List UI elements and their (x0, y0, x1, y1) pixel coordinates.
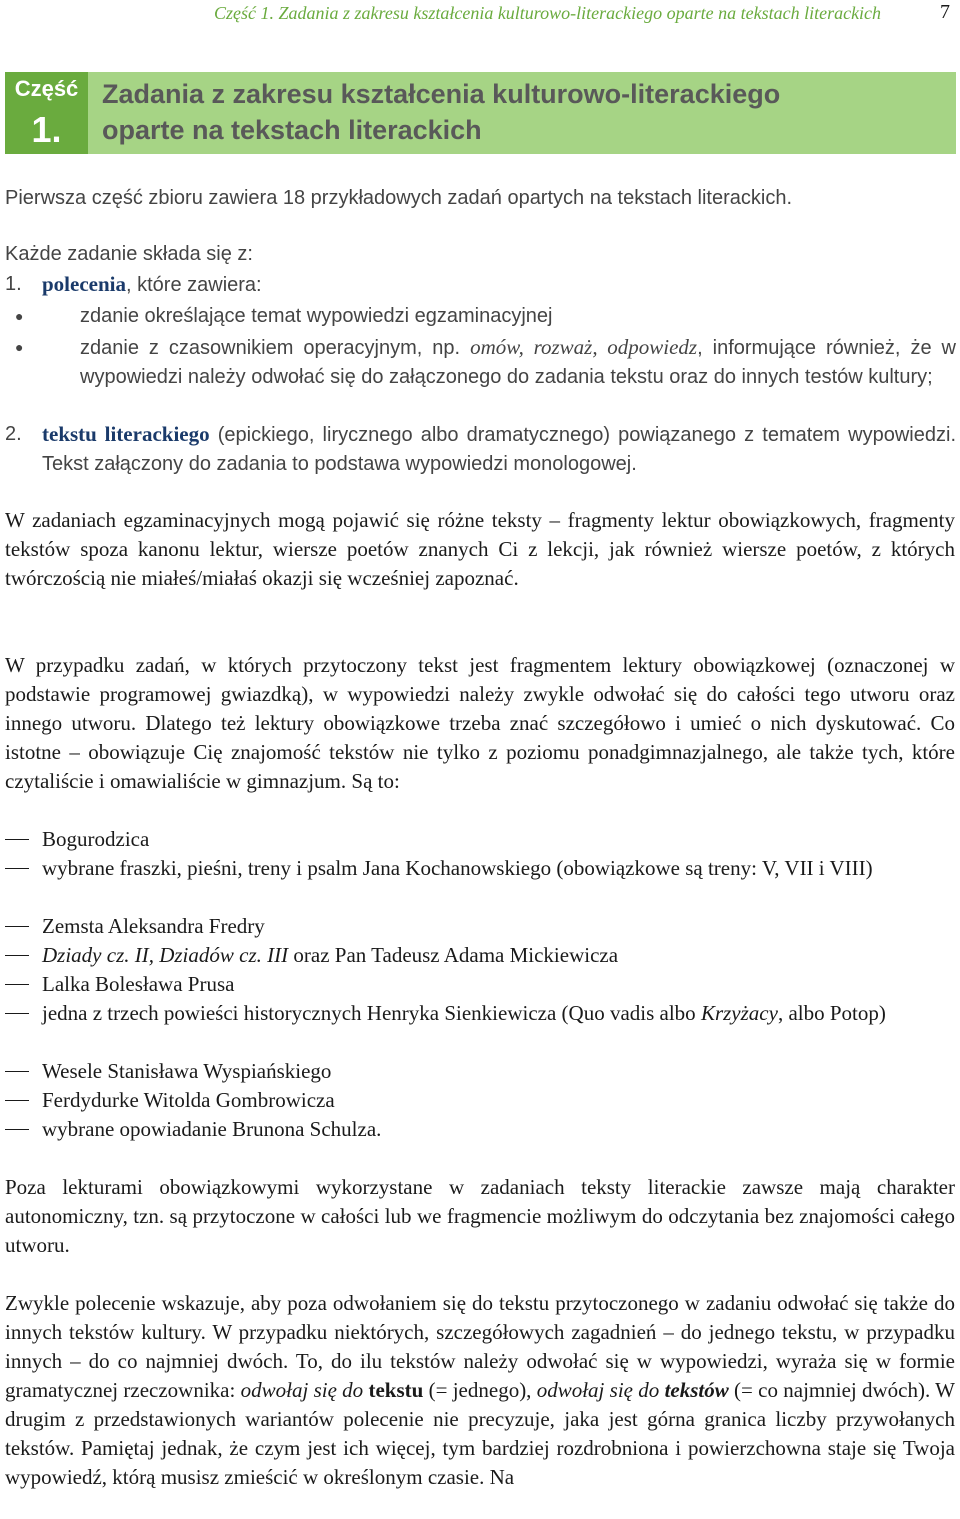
p4-c: (= jednego), (423, 1378, 537, 1402)
dash-icon (5, 868, 29, 869)
bullet1-text: zdanie określające temat wypowiedzi egzaminacyjnej (80, 305, 553, 327)
bullet-icon: ● (15, 308, 24, 324)
reading-item: Ferdydurke Witolda Gombrowicza (42, 1088, 335, 1112)
dash-icon (5, 1071, 29, 1072)
bullet-icon: ● (15, 339, 24, 355)
dash-icon (5, 839, 29, 840)
page-number: 7 (940, 1, 950, 23)
intro-line2: Każde zadanie składa się z: (5, 243, 253, 265)
item2-bold: tekstu literackiego (42, 422, 210, 446)
part-tag (5, 72, 88, 154)
reading-item: Wesele Stanisława Wyspiańskiego (42, 1059, 332, 1083)
reading-rest: oraz Pan Tadeusz Adama Mickiewicza (288, 943, 619, 967)
p4-bold-italic: tekstów (664, 1378, 729, 1402)
reading-b: , albo Potop) (777, 1001, 886, 1025)
p4-a: Zwykle polecenie wskazuje, aby poza odwołaniem się do tekstu przytoczonego w zadaniu odwołać się także do innych tekstów kultury. W przypadku niektórych, szczegółowych zagadnień – do jednego tekstu, w przypadku innych – do co najmniej dwóch. To, do ilu tekstów należy odwołać się w wypowiedzi, wyraża się w formie gramatycznej rzeczownika: (5, 1291, 955, 1402)
dash-icon (5, 1100, 29, 1101)
p4-bold-1: tekstu (368, 1378, 424, 1402)
item1-text (42, 270, 956, 300)
reading-item: wybrane fraszki, pieśni, treny i psalm Jana Kochanowskiego (obowiązkowe są treny: V, VII i VIII) (42, 856, 873, 880)
part-number: 1. (31, 109, 62, 150)
p4-italic-1: odwołaj się do (240, 1378, 369, 1402)
p4-d: (= co najmniej dwóch). W drugim z przedstawionych wariantów polecenie nie precyzuje, jaka jest górna granica liczby przywołanych tekstów. Pamiętaj jednak, że czym jest ich więcej, tym bardziej rozdrobniona i powierzchowna staje się Twoja wypowiedź, którą musisz zmieścić w określonym czasie. Na (5, 1378, 955, 1489)
dash-icon (5, 926, 29, 927)
reading-item (42, 999, 956, 1028)
paragraph-4 (5, 1289, 955, 1492)
paragraph-1: W zadaniach egzaminacyjnych mogą pojawić się różne teksty – fragmenty lektur obowiązkowych, fragmenty tekstów spoza kanonu lektur, wiersze poetów znanych Ci z lekcji, jak również wiersze poetów, z których twórczością nie miałeś/miałaś okazji się wcześniej zapoznać. (5, 508, 955, 590)
bullet2-b: , informujące również, że w wypowiedzi należy odwołać się do załączonego do zadania tekstu oraz do innych testów kultury; (80, 337, 956, 388)
dash-icon (5, 1129, 29, 1130)
bullet2-a: zdanie z czasownikiem operacyjnym, np. (80, 337, 461, 359)
chapter-title-line1: Zadania z zakresu kształcenia kulturowo-literackiego (102, 79, 781, 109)
dash-icon (5, 955, 29, 956)
part-word: Część (14, 76, 79, 101)
dash-icon (5, 984, 29, 985)
chapter-banner (5, 72, 956, 154)
reading-italic: Krzyżacy (700, 1001, 778, 1025)
bullet2-italic: omów, rozważ, odpowiedz (470, 335, 698, 359)
reading-item (42, 941, 956, 970)
intro-line1: Pierwsza część zbioru zawiera 18 przykładowych zadań opartych na tekstach literackich. (5, 187, 793, 209)
paragraph-2: W przypadku zadań, w których przytoczony tekst jest fragmentem lektury obowiązkowej (oznaczonej w podstawie programowej gwiazdką), w wypowiedzi należy zwykle odwołać się do całości tego utworu oraz innego utworu. Dlatego też lektury obowiązkowe trzeba znać szczegółowo i umieć o nich dyskutować. Co istotne – obowiązuje Cię znajomość tekstów nie tylko z poziomu ponadgimnazjalnego, ale także tych, które czytaliście i omawialiście w gimnazjum. Są to: (5, 653, 955, 793)
item2-text (42, 420, 956, 479)
running-title: Część 1. Zadania z zakresu kształcenia kulturowo-literackiego oparte na tekstach literackich (214, 3, 882, 23)
reading-item: Zemsta Aleksandra Fredry (42, 914, 265, 938)
chapter-title-line2: oparte na tekstach literackich (102, 115, 482, 145)
item2-number: 2. (5, 423, 22, 445)
reading-italic: Dziady cz. II, Dziadów cz. III (42, 943, 289, 967)
reading-a: jedna z trzech powieści historycznych Henryka Sienkiewicza (Quo vadis albo (42, 1001, 701, 1025)
paragraph-3: Poza lekturami obowiązkowymi wykorzystane w zadaniach teksty literackie zawsze mają charakter autonomiczny, tzn. są przytoczone w całości lub we fragmencie możliwym do odczytania bez znajomości całego utworu. (5, 1175, 955, 1257)
reading-item: Bogurodzica (42, 827, 150, 851)
item1-bold: polecenia (42, 272, 126, 296)
chapter-title (88, 72, 956, 154)
item2-rest: (epickiego, lirycznego albo dramatycznego) powiązanego z tematem wypowiedzi. Tekst załączony do zadania to podstawa wypowiedzi monologowej. (42, 424, 956, 475)
item1-rest: , które zawiera: (126, 274, 262, 296)
dash-icon (5, 1013, 29, 1014)
p4-italic-2: odwołaj się do (536, 1378, 665, 1402)
reading-item: wybrane opowiadanie Brunona Schulza. (42, 1117, 382, 1141)
running-header (0, 0, 960, 26)
reading-item: Lalka Bolesława Prusa (42, 972, 235, 996)
item1-number: 1. (5, 273, 22, 295)
bullet2-text (80, 333, 956, 392)
